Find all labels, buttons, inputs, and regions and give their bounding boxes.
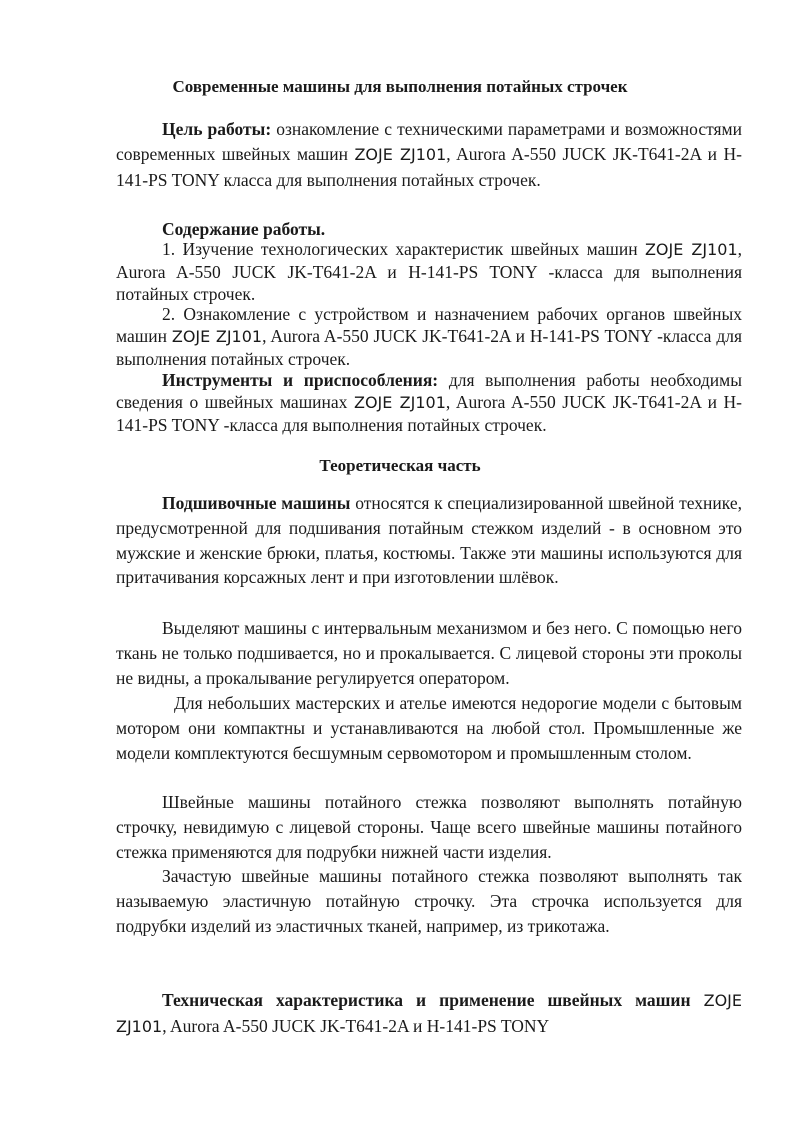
content-item-1-model: ZOJE ZJ101 xyxy=(644,240,738,259)
tools-rest: , Aurora A-550 JUCK JK-T641-2A и H-141-PS TONY -класса для выполнения потайных строчек. xyxy=(116,392,742,435)
content-item-1 xyxy=(116,238,742,305)
content-item-2-text: 2. Ознакомление с устройством и назначением рабочих органов швейных машин xyxy=(116,304,742,346)
content-heading-text: Содержание работы. xyxy=(162,219,326,239)
theory-paragraph-4: Швейные машины потайного стежка позволяют выполнять потайную строчку, невидимую с лицевой стороны. Чаще всего швейные машины потайного стежка применяются для подрубки нижней части изделия. xyxy=(116,792,742,862)
document-title: Современные машины для выполнения потайных строчек xyxy=(172,77,628,96)
tools-model: ZOJE ZJ101 xyxy=(354,393,446,412)
content-item-2-rest: , Aurora A-550 JUCK JK-T641-2A и H-141-PS TONY -класса для выполнения потайных строчек. xyxy=(116,326,743,369)
theory-heading: Теоретическая часть xyxy=(319,456,481,475)
content-item-2-model: ZOJE ZJ101 xyxy=(171,327,263,346)
theory-paragraph-1 xyxy=(116,491,742,590)
theory-p1-bold: Подшивочные машины xyxy=(162,493,351,513)
content-item-1-rest: , Aurora A-550 JUCK JK-T641-2A и H-141-PS TONY -класса для выполнения потайных строчек. xyxy=(116,239,742,304)
tools-paragraph xyxy=(116,369,742,436)
goal-paragraph xyxy=(116,117,742,192)
goal-rest: , Aurora A-550 JUCK JK-T641-2A и H-141-PS TONY класса для выполнения потайных строчек. xyxy=(116,143,742,190)
theory-paragraph-3: Для небольших мастерских и ателье имеются недорогие модели с бытовым мотором они компактны и устанавливаются на любой стол. Промышленные же модели комплектуются бесшумным сервомотором и промышленным столом. xyxy=(116,693,742,763)
theory-p1-text: относятся к специализированной швейной технике, предусмотренной для подшивания потайным стежком изделий - в основном это мужские и женские брюки, платья, костюмы. Также эти машины используются для притачивания корсажных лент и при изготовлении шлёвок. xyxy=(116,493,742,588)
tech-rest: , Aurora A-550 JUCK JK-T641-2A и H-141-PS TONY xyxy=(162,1015,550,1036)
tech-heading xyxy=(116,988,742,1040)
theory-paragraph-2: Выделяют машины с интервальным механизмом и без него. С помощью него ткань не только подшивается, но и прокалывается. С лицевой стороны эти проколы не видны, а прокалывание регулируется оператором. xyxy=(116,618,742,688)
content-item-1-text: 1. Изучение технологических характеристик швейных машин xyxy=(162,239,645,259)
content-item-2 xyxy=(116,303,742,370)
goal-text: ознакомление с техническими параметрами и возможностями современных швейных машин xyxy=(116,119,742,164)
tools-text: для выполнения работы необходимы сведения о швейных машинах xyxy=(116,370,742,412)
theory-paragraph-5: Зачастую швейные машины потайного стежка позволяют выполнять так называемую эластичную потайную строчку. Эта строчка используется для подрубки изделий из эластичных тканей, например, из трикотажа. xyxy=(116,866,742,936)
goal-label: Цель работы: xyxy=(162,119,272,139)
tools-label: Инструменты и приспособления: xyxy=(162,370,439,390)
goal-model-zoje: ZOJE ZJ101 xyxy=(354,144,447,164)
tech-heading-bold: Техническая характеристика и применение швейных машин xyxy=(162,990,691,1010)
tech-model: ZOJE ZJ101 xyxy=(116,991,742,1036)
